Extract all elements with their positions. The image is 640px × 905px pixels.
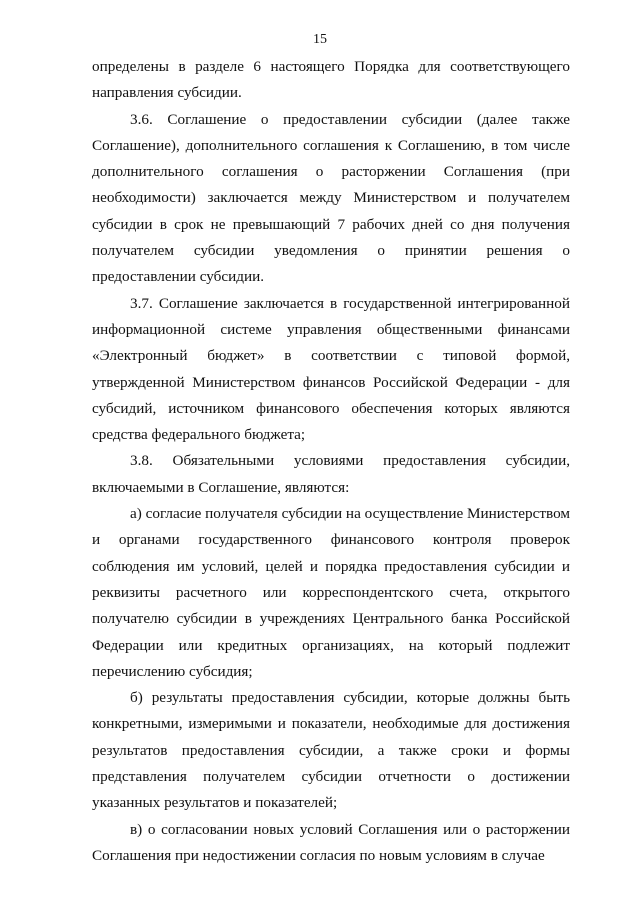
paragraph-3-8: 3.8. Обязательными условиями предоставления субсидии, включаемыми в Соглашение, являются:	[92, 452, 570, 496]
paragraph-item-b: б) результаты предоставления субсидии, которые должны быть конкретными, измеримыми и показатели, необходимые для достижения результатов предоставления субсидии, а также сроки и формы представления получателем субсидии отчетности о достижении указанных результатов и показателей;	[92, 689, 570, 812]
paragraph-3-6: 3.6. Соглашение о предоставлении субсидии (далее также Соглашение), дополнительного соглашения к Соглашению, в том числе дополнительного соглашения о расторжении Соглашения (при необходимости) заключается между Министерством и получателем субсидии в срок не превышающий 7 рабочих дней со дня получения получателем субсидии уведомления о принятии решения о предоставлении субсидии.	[92, 110, 570, 286]
document-body	[92, 54, 570, 869]
paragraph-continuation: определены в разделе 6 настоящего Порядка для соответствующего направления субсидии.	[92, 58, 570, 102]
paragraph-item-a: а) согласие получателя субсидии на осуществление Министерством и органами государственного финансового контроля проверок соблюдения им условий, целей и порядка предоставления субсидии и реквизиты расчетного или корреспондентского счета, открытого получателю субсидии в учреждениях Центрального банка Российской Федерации или кредитных организациях, на который подлежит перечислению субсидия;	[92, 505, 570, 680]
paragraph-item-v: в) о согласовании новых условий Соглашения или о расторжении Соглашения при недостижении согласия по новым условиям в случае	[92, 820, 570, 864]
paragraph-3-7: 3.7. Соглашение заключается в государственной интегрированной информационной системе управления общественными финансами «Электронный бюджет» в соответствии с типовой формой, утвержденной Министерством финансов Российской Федерации - для субсидий, источником финансового обеспечения которых являются средства федерального бюджета;	[92, 294, 570, 444]
page-number: 15	[313, 32, 327, 47]
